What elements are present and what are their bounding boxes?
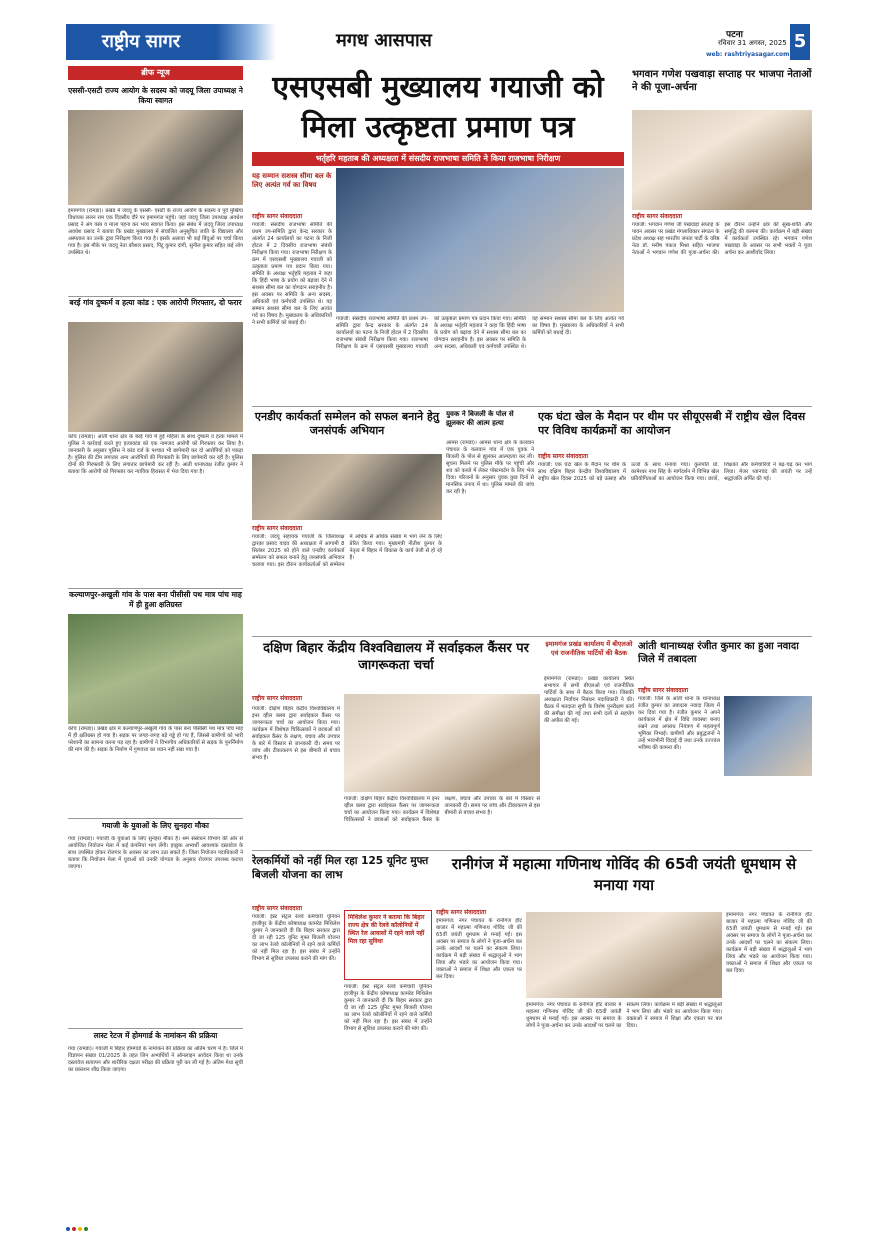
gonind-byline: राष्ट्रीय सागर संवाददाता <box>436 909 487 916</box>
cancer-text-2: गयाजी: दक्षिण बिहार केंद्रीय विश्वविद्यालय में इनर व्हील क्लब द्वारा सर्वाइकल कैंसर पर जागरूकता चर्चा का आयोजन किया गया। कार्यक्रम में विशेषज्ञ चिकित्सकों ने छात्राओं को सर्वाइकल कैंसर के लक्षण, बचाव और उपचार के बारे में विस्तार से जानकारी दी। समय पर जांच और टीकाकरण से इस बीमारी से बचाव संभव है। <box>344 796 540 823</box>
rail-text: गयाजी: ईस्ट सेंट्रल रेलवे कर्मचारी यूनियन हाजीपुर के केंद्रीय कोषाध्यक्ष कामरेड मिथिलेश कुमार ने जानकारी दी कि बिहार सरकार द्वारा दी जा रही 125 यूनिट मुफ्त बिजली योजना का लाभ रेलवे कॉलोनियों में रहने वाले कर्मियों को नहीं मिल रहा है। इस संबंध में उन्होंने विभाग से सुविधा उपलब्ध कराने की मांग की। <box>252 914 340 962</box>
rail-quote-text: मिथिलेश कुमार ने बताया कि बिहार राज्य क्षेत्र की रेलवे कॉलोनियों में स्थित रेल आवासों में रहने वाले नहीं मिल रहा सुविधा <box>348 914 425 945</box>
page-number: 5 <box>790 24 810 60</box>
gonind-photo <box>526 912 722 998</box>
section-title: मगध आसपास <box>336 30 432 51</box>
cancer-photo <box>344 694 540 792</box>
imamganj-text: इमामगंज (रामडा)। प्रखंड कार्यालय स्थित सभागार में सभी बीएलओ एवं राजनीतिक पार्टियों के साथ में बैठक किया गया। जिसकी अध्यक्षता निर्वाचन निबंधन पदाधिकारी ने की। बैठक में मतदाता सूची के विशेष पुनरीक्षण कार्य की समीक्षा की गई तथा सभी दलों से सहयोग की अपील की गई। <box>544 676 634 724</box>
masthead-logo: राष्ट्रीय सागर <box>66 24 216 60</box>
left-story-1-text: इमामगंज (रामडा)। प्रखंड में जदयू के एससी- एसटी के राज्य आयोग के सदस्य व पूर्व मुखिया विधायक ललन राम एक दिवसीय दौरे पर इमामगंज पहुंचे। जहां जदयू जिला उपाध्यक्ष अवधेश प्रसाद ने अंग वस्त्र व माला पहना कर भव्य स्वागत किया। इस संबंध में जदयू जिला उपाध्यक्ष अवधेश प्रसाद ने बताया कि प्रखंड मुख्यालय में संचालित अनुसूचित जाति के विद्यालय और अस्पताल का उनके द्वारा निरीक्षण किया गया है। इसके अलावा भी कई बिंदुओं पर चर्चा किया गया है। इस मौके पर जदयू नेता कौशल प्रसाद, पिंटू कुमार दांगी, सुनील कुमार सहित कई लोग उपस्थित थे। <box>68 208 243 256</box>
divider <box>68 588 243 589</box>
nda-text: गयाजी: जदयू सहायक गयाजी के जिलाध्यक्ष द्वारका प्रसाद यादव की अध्यक्षता में आगामी 8 सितंबर 2025 को होने वाले एनडीए कार्यकर्ता सम्मेलन को सफल बनाने हेतु जनसंपर्क अभियान चलाया गया। इस दौरान कार्यकर्ताओं को सम्मेलन में अधिक से अधिक संख्या में भाग लेने के लिए प्रेरित किया गया। मुख्यमंत्री नीतीश कुमार के नेतृत्व में बिहार में विकास के कार्य तेजी से हो रहे हैं। <box>252 534 442 568</box>
sport-byline: राष्ट्रीय सागर संवाददाता <box>538 453 589 460</box>
ganesh-head: भगवान गणेश पखवाड़ा सप्ताह पर भाजपा नेताओं ने की पूजा-अर्चना <box>632 69 812 93</box>
rail-quote <box>344 910 432 980</box>
left-story-2-head: बरई गांव दुष्कर्म व हत्या कांड : एक आरोपी गिरफ्तार, दो फरार <box>69 298 242 307</box>
youth-head: युवक ने बिजली के पोल से झूलकर की आत्म हत्या <box>446 410 514 427</box>
brief-label: ब्रीफ न्यूज <box>68 66 243 80</box>
left-story-3-head: कल्याणपुर-अखुली गांव के पास बना पीसीसी पथ मात्र पांच माह में ही हुआ क्षतिग्रस्त <box>69 590 242 609</box>
gonind-text: इमामगंज: नगर पंचायत के रानीगंज हॉट बाजार में महात्मा गणिनाथ गोविंद जी की 65वीं जयंती धूमधाम से मनाई गई। इस अवसर पर समाज के लोगों ने पूजा-अर्चना कर उनके आदर्शों पर चलने का संकल्प लिया। कार्यक्रम में बड़ी संख्या में श्रद्धालुओं ने भाग लिया और भंडारे का आयोजन किया गया। वक्ताओं ने समाज में शिक्षा और एकता पर बल दिया। <box>436 918 522 980</box>
divider <box>68 818 243 819</box>
nda-photo <box>252 454 442 520</box>
rail-byline: राष्ट्रीय सागर संवाददाता <box>252 905 303 912</box>
left-story-1-photo <box>68 110 243 205</box>
cancer-byline: राष्ट्रीय सागर संवाददाता <box>252 695 303 702</box>
divider <box>68 296 243 297</box>
divider <box>252 636 812 637</box>
gonind-head: रानीगंज में महात्मा गणिनाथ गोविंद की 65वी जयंती धूमधाम से मनाया गया <box>451 855 797 894</box>
divider <box>252 406 812 407</box>
ganesh-text: गयाजी: भगवान गणेश जी पखवाड़ा सप्ताह के पावन अवसर पर प्रखंड मंगलाधिकार संगठन के प्रदेश अध्यक्ष सह भारतीय जनता पार्टी के वरिष्ठ नेता डॉ. मनीष पंकज मिश्रा सहित भाजपा नेताओं ने भगवान गणेश की पूजा-अर्चना की। इस दौरान उन्होंने क्षेत्र की सुख-शांति और समृद्धि की कामना की। कार्यक्रम में बड़ी संख्या में कार्यकर्ता उपस्थित रहे। भगवान गणेश पखवाड़ा के अवसर पर सभी भक्तों ने पूजा अर्चना कर आशीर्वाद लिया। <box>632 222 812 256</box>
cancer-head: दक्षिण बिहार केंद्रीय विश्वविद्यालय में सर्वाइकल कैंसर पर जागरूकता चर्चा <box>263 641 529 673</box>
sport-text: गयाजी: एक घंटा खेल के मैदान पर थीम के साथ दक्षिण बिहार केन्द्रीय विश्वविद्यालय में राष्ट्रीय खेल दिवस 2025 को बड़े उत्साह और ऊर्जा के साथ मनाया गया। कुलपति प्रो. कामेश्वर नाथ सिंह के मार्गदर्शन में विभिन्न खेल प्रतियोगिताओं का आयोजन किया गया। छात्रों, शिक्षकों और कर्मचारियों ने बढ़-चढ़ कर भाग लिया। मेजर ध्यानचंद की जयंती पर उन्हें श्रद्धांजलि अर्पित की गई। <box>538 462 812 482</box>
imamganj-head: इमामगंज प्रखंड कार्यालय में बीएलओ एवं राजनीतिक पार्टियों की बैठक <box>545 640 633 657</box>
lead-photo <box>336 168 624 312</box>
ranjeet-byline: राष्ट्रीय सागर संवाददाता <box>638 687 689 694</box>
left-story-2-photo <box>68 322 243 432</box>
youth-text: आमस (रामडा)। आमस थाना क्षेत्र के कलवान पंचायत के कलवान गांव में एक युवक ने बिजली के पोल से झूलकर आत्महत्या कर ली। सूचना मिलने पर पुलिस मौके पर पहुंची और शव को कब्जे में लेकर पोस्टमार्टम के लिए भेज दिया। परिजनों के अनुसार युवक कुछ दिनों से मानसिक तनाव में था। पुलिस मामले की जांच कर रही है। <box>446 440 534 495</box>
lead-text: गयाजी: संसदीय राजभाषा समिति की प्रथम उप-समिति द्वारा केन्द्र सरकार के अंतर्गत 24 कार्यालयों का पटना के निजी होटल में 2 दिवसीय राजभाषा संबंधी निरीक्षण किया गया। राजभाषा निरीक्षण के क्रम में एसएसबी मुख्यालय गयाजी को उत्कृष्टता प्रमाण पत्र प्रदान किया गया। समिति के अध्यक्ष भर्तृहरि महताब ने कहा कि हिंदी भाषा के प्रयोग को बढ़ावा देने में सशस्त्र सीमा बल का योगदान सराहनीय है। इस अवसर पर समिति के अन्य सदस्य, अधिकारी एवं कर्मचारी उपस्थित थे। यह सम्मान सशस्त्र सीमा बल के लिए अत्यंत गर्व का विषय है। मुख्यालय के अधिकारियों ने सभी कर्मियों को बधाई दी। <box>252 222 332 326</box>
nda-head: एनडीए कार्यकर्ता सम्मेलन को सफल बनाने हेतु जनसंपर्क अभियान <box>254 410 440 437</box>
gonind-text-3: इमामगंज: नगर पंचायत के रानीगंज हॉट बाजार में महात्मा गणिनाथ गोविंद जी की 65वीं जयंती धूमधाम से मनाई गई। इस अवसर पर समाज के लोगों ने पूजा-अर्चना कर उनके आदर्शों पर चलने का संकल्प लिया। कार्यक्रम में बड़ी संख्या में श्रद्धालुओं ने भाग लिया और भंडारे का आयोजन किया गया। वक्ताओं ने समाज में शिक्षा और एकता पर बल दिया। <box>726 912 812 974</box>
masthead <box>66 24 810 60</box>
gonind-text-2: इमामगंज: नगर पंचायत के रानीगंज हॉट बाजार में महात्मा गणिनाथ गोविंद जी की 65वीं जयंती धूमधाम से मनाई गई। इस अवसर पर समाज के लोगों ने पूजा-अर्चना कर उनके आदर्शों पर चलने का संकल्प लिया। कार्यक्रम में बड़ी संख्या में श्रद्धालुओं ने भाग लिया और भंडारे का आयोजन किया गया। वक्ताओं ने समाज में शिक्षा और एकता पर बल दिया। <box>526 1002 722 1029</box>
lead-headline: एसएसबी मुख्यालय गयाजी को मिला उत्कृष्टता प्रमाण पत्र <box>272 70 604 145</box>
divider <box>68 1028 243 1029</box>
masthead-web: web: rashtriyasagar.com <box>706 51 790 58</box>
ganesh-photo <box>632 110 812 210</box>
left-story-1-head: एससी-एसटी राज्य आयोग के सदस्य को जदयू जिला उपाध्यक्ष ने किया स्वागत <box>68 86 243 105</box>
left-story-5-head: लास्ट रेटज में होमगार्ड के नामांकन की प्रक्रिया <box>93 1031 218 1040</box>
left-story-3-photo <box>68 614 243 724</box>
ranjeet-text: गयाजी: जिले के आंती थाना के थानाध्यक्ष रंजीत कुमार का तबादला नवादा जिला में कर दिया गया है। रंजीत कुमार ने अपने कार्यकाल में क्षेत्र में विधि व्यवस्था बनाए रखने तथा अपराध नियंत्रण में महत्वपूर्ण भूमिका निभाई। ग्रामीणों और प्रबुद्धजनों ने उन्हें भावभीनी विदाई दी तथा उनके उज्ज्वल भविष्य की कामना की। <box>638 696 720 751</box>
ganesh-byline: राष्ट्रीय सागर संवाददाता <box>632 213 683 220</box>
left-story-2-text: कोंच (रामडा)। आती थाना क्षेत्र के बरई गांव में हुई महिला के साथ दुष्कर्म व हत्या मामले में पुलिस ने कार्रवाई करते हुए हत्याकांड को एक नामजद आरोपी को गिरफ्तार कर लिया है। जानकारी के अनुसार पुलिस ने कांड दर्ज के पश्चात भी छापेमारी कर दो आरोपियों को पकड़ा है। पुलिस की टीम लगातार अन्य आरोपियों की गिरफ्तारी के लिए छापेमारी कर रही है। पुलिस दोनों की गिरफ्तारी के लिए लगातार छापेमारी कर रही है। आती थानाध्यक्ष रंजीत कुमार ने बताया कि आरोपी को गिरफ्तार कर न्यायिक हिरासत में भेज दिया गया है। <box>68 434 243 475</box>
rail-head: रेलकर्मियों को नहीं मिल रहा 125 यूनिट मुफ्त बिजली योजना का लाभ <box>252 855 429 881</box>
sport-head: एक घंटा खेल के मैदान पर थीम पर सीयूएसबी में राष्ट्रीय खेल दिवस पर विविध कार्यक्रमों का आयोजन <box>538 410 806 437</box>
divider <box>252 850 812 851</box>
lead-text-2: गयाजी: संसदीय राजभाषा समिति की प्रथम उप-समिति द्वारा केन्द्र सरकार के अंतर्गत 24 कार्यालयों का पटना के निजी होटल में 2 दिवसीय राजभाषा संबंधी निरीक्षण किया गया। राजभाषा निरीक्षण के क्रम में एसएसबी मुख्यालय गयाजी को उत्कृष्टता प्रमाण पत्र प्रदान किया गया। समिति के अध्यक्ष भर्तृहरि महताब ने कहा कि हिंदी भाषा के प्रयोग को बढ़ावा देने में सशस्त्र सीमा बल का योगदान सराहनीय है। इस अवसर पर समिति के अन्य सदस्य, अधिकारी एवं कर्मचारी उपस्थित थे। यह सम्मान सशस्त्र सीमा बल के लिए अत्यंत गर्व का विषय है। मुख्यालय के अधिकारियों ने सभी कर्मियों को बधाई दी। <box>336 316 624 350</box>
masthead-city: पटना <box>726 30 743 40</box>
ranjeet-photo <box>724 696 812 776</box>
footer-decor <box>66 1216 810 1224</box>
cancer-text: गयाजी: दक्षिण बिहार केंद्रीय विश्वविद्यालय में इनर व्हील क्लब द्वारा सर्वाइकल कैंसर पर जागरूकता चर्चा का आयोजन किया गया। कार्यक्रम में विशेषज्ञ चिकित्सकों ने छात्राओं को सर्वाइकल कैंसर के लक्षण, बचाव और उपचार के बारे में विस्तार से जानकारी दी। समय पर जांच और टीकाकरण से इस बीमारी से बचाव संभव है। <box>252 706 340 761</box>
left-story-3-text: कोंच (रामडा)। प्रखंड क्षेत्र में कल्याणपुर-अखुली गांव के पास बना पीसीसी पथ मात्र पांच माह में ही क्षतिग्रस्त हो गया है। सड़क पर जगह-जगह बड़े गड्ढे हो गए हैं, जिससे ग्रामीणों को भारी परेशानी का सामना करना पड़ रहा है। ग्रामीणों ने विभागीय अधिकारियों से सड़क के पुनर्निर्माण की मांग की है। सड़क के निर्माण में गुणवत्ता का ध्यान नहीं रखा गया है। <box>68 726 243 753</box>
left-story-5-text: गया (रामडा)। गयाजी में बिहार होमगार्ड के नामांकन की प्रक्रिया का अंतिम चरण में है। जिले में विज्ञापन संख्या 01/2025 के तहत जिन अभ्यर्थियों ने ऑनलाइन आवेदन किया था उनके दस्तावेज सत्यापन और शारीरिक दक्षता परीक्षा की प्रक्रिया पूरी कर ली गई है। अंतिम मेधा सूची का प्रकाशन शीघ्र किया जाएगा। <box>68 1046 243 1073</box>
lead-deck: भर्तृहरि महताब की अध्यक्षता में संसदीय राजभाषा समिति ने किया राजभाषा निरीक्षण <box>252 152 624 166</box>
left-story-4-text: गया (रामडा)। गयाजी के युवाओं के लिए सुनहरा मौका है। श्रम संसाधन विभाग की ओर से आयोजित नियोजन मेला में कई कंपनियां भाग लेंगी। इच्छुक अभ्यर्थी आवश्यक दस्तावेज के साथ उपस्थित होकर रोजगार के अवसर का लाभ उठा सकते हैं। जिला नियोजन पदाधिकारी ने बताया कि नियोजन मेला में युवाओं को उनकी योग्यता के अनुसार रोजगार उपलब्ध कराया जाएगा। <box>68 836 243 870</box>
masthead-pattern <box>216 24 276 60</box>
nda-byline: राष्ट्रीय सागर संवाददाता <box>252 525 303 532</box>
left-story-4-head: गयाजी के युवाओं के लिए सुनहरा मौका <box>102 821 209 830</box>
lead-byline: राष्ट्रीय सागर संवाददाता <box>252 213 303 220</box>
rail-text-2: गयाजी: ईस्ट सेंट्रल रेलवे कर्मचारी यूनियन हाजीपुर के केंद्रीय कोषाध्यक्ष कामरेड मिथिलेश कुमार ने जानकारी दी कि बिहार सरकार द्वारा दी जा रही 125 यूनिट मुफ्त बिजली योजना का लाभ रेलवे कॉलोनियों में रहने वाले कर्मियों को नहीं मिल रहा है। इस संबंध में उन्होंने विभाग से सुविधा उपलब्ध कराने की मांग की। <box>344 984 432 1032</box>
ranjeet-head: आंती थानाध्यक्ष रंजीत कुमार का हुआ नवादा जिले में तबादला <box>638 641 799 665</box>
masthead-date: रविवार 31 अगस्त, 2025 <box>718 39 787 47</box>
lead-subhead: यह सम्मान सशस्त्र सीमा बल के लिए अत्यंत गर्व का विषय <box>252 172 332 189</box>
